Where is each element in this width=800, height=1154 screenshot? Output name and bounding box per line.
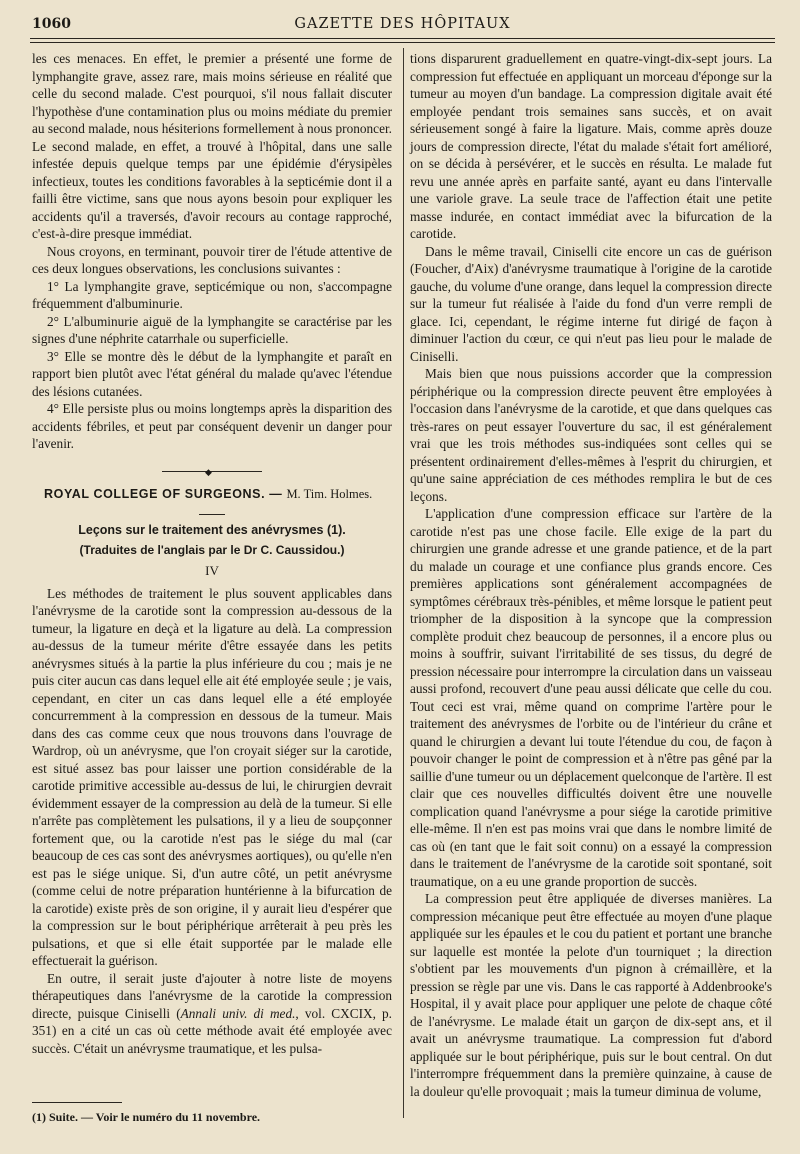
header-rule [30, 38, 775, 39]
conclusion-item: 1° La lymphangite grave, septicémique ou non, s'accompagne fréquemment d'albuminurie. [32, 278, 392, 311]
column-divider [403, 48, 404, 1118]
lecture-title: Leçons sur le traitement des anévrysmes (1). [78, 522, 346, 537]
citation-italic: Annali univ. di med. [180, 1005, 296, 1021]
divider-ornament-icon: ◆ [205, 466, 212, 477]
left-column [32, 50, 392, 1057]
section-heading [44, 487, 392, 502]
paragraph: tions disparurent graduellement en quatre-vingt-dix-sept jours. La compression fut effectuée en appliquant un morceau d'éponge sur la tumeur au moyen d'un bandage. La compression digitale avait été employée pendant trois semaines sans succès, et on avait sérieusement songé à faire la ligature. Mais, comme après douze jours de compression directe, l'état du malade s'était fort amélioré, on se décida à persévérer, et le succès en résulta. Le malade fut revu une année après en parfaite santé, ayant eu dans l'intervalle une variole grave. La seule trace de l'affection était une petite masse indurée, en contact immédiat avec la bifurcation de la carotide. [410, 51, 772, 241]
paragraph: les ces menaces. En effet, le premier a présenté une forme de lymphangite grave, assez rare, mais moins sérieuse en réalité que celle du second malade. C'est pourquoi, s'il nous fallait discuter l'hypothèse d'une contamination plus ou moins médiate du premier au second malade, nous hésiterions formellement à nous prononcer. Le second malade, en effet, a trouvé à l'hôpital, dans une salle infestée depuis quelque temps par une épidémie d'érysipèles infectieux, toutes les conditions favorables à la septicémie dont il a failli être victime, sans que nous ayons besoin pour expliquer les accidents qu'il a traversés, d'avoir recours au contage rapproché, c'est-à-dire presque immédiat. [32, 51, 392, 241]
paragraph-text: En outre, il serait juste d'ajouter à notre liste de moyens thérapeutiques dans l'anévrysme de la carotide la compression directe, puisque Ciniselli ( [32, 970, 392, 1021]
footnote-rule [32, 1102, 122, 1103]
journal-title: GAZETTE DES HÔPITAUX [294, 16, 511, 32]
conclusion-item: 4° Elle persiste plus ou moins longtemps après la disparition des accidents fébriles, et peut par conséquent devenir un danger pour l'avenir. [32, 401, 392, 451]
paragraph: La compression peut être appliquée de diverses manières. La compression mécanique peut être effectuée au moyen d'une plaque appliquée sur les épaules et le cou du patient et portant une branche sur laquelle est montée la pelote d'un tourniquet ; la direction s'obtient par les mouvements d'un pignon à crémaillère, et la pression se règle par une vis. Dans le cas rapporté à Addenbrooke's Hospital, il y avait place pour appliquer une pelote de chaque côté de l'anévrysme. Le malade était un garçon de dix-sept ans, et il avait un anévrysme traumatique. La compression fut d'abord appliquée sur le bout périphérique, puis sur le bout central. On dut l'interrompre fréquemment dans la première quinzaine, à cause de la douleur qu'elle provoquait ; mais la tumeur diminua de volume, [410, 891, 772, 1099]
section-heading-author: M. Tim. Holmes. [286, 486, 373, 501]
lecture-number: IV [205, 562, 219, 578]
paragraph: Nous croyons, en terminant, pouvoir tirer de l'étude attentive de ces deux longues observations, les conclusions suivantes : [32, 243, 392, 276]
translator-credit: (Traduites de l'anglais par le Dr C. Caussidou.) [79, 542, 345, 557]
paragraph [32, 970, 392, 1058]
footnote: (1) Suite. — Voir le numéro du 11 novembre. [32, 1110, 261, 1124]
right-column [410, 50, 772, 1100]
paragraph: Les méthodes de traitement le plus souvent applicables dans l'anévrysme de la carotide sont la compression au-dessous de la tumeur, la ligature en deçà et la ligature au delà. La compression au-dessus de la tumeur mérite d'être essayée dans les petits anévrysmes situés à la partie la plus inférieure du cou ; mais je ne puis citer aucun cas dans lequel elle ait été employée seule ; je vais, cependant, en citer un cas dans lequel elle a été employée concurremment à la compression en dessous de la tumeur. Mais dans des cas comme ceux que nous trouvons dans l'ouvrage de Wardrop, où un anévrysme, que l'on croyait siéger sur la carotide, est situé assez bas pour laisser une portion considérable de la carotide primitive accessible au-dessus de lui, le chirurgien devrait évidemment essayer de la compression au delà de la tumeur. Si elle n'arrête pas complètement les pulsations, il y a lieu de soupçonner fortement que, ou la carotide n'est pas le siége du mal (car beaucoup de ces cas sont des anévrysmes aortiques), ou qu'elle n'en est pas le siége unique. Si, d'un autre côté, un petit anévrysme (comme celui de notre préparation huntérienne à la bifurcation de la carotide) existe près de son origine, il y aurait lieu d'espérer que la compression sur le bout périphérique arrêterait à peu près les pulsations, et que si elle était supportée par le malade elle effectuerait la guérison. [32, 585, 392, 968]
page-number: 1060 [32, 16, 71, 32]
conclusion-item: 3° Elle se montre dès le début de la lymphangite et paraît en rapport bien plutôt avec l'état général du malade qu'avec l'étendue des lésions cutanées. [32, 348, 392, 399]
paragraph: Mais bien que nous puissions accorder que la compression périphérique ou la compression directe peuvent être employées à l'occasion dans l'anévrysme de la carotide, et que dans quelques cas très-rares on peut essayer l'ouverture du sac, il est généralement vrai que les trois méthodes sus-indiquées sont celles qui se présentent ordinairement d'elles-mêmes à l'esprit du chirurgien, et qu'une saine appréciation de ces méthodes remplira le but de ces leçons. [410, 366, 772, 504]
paragraph-text: , vol. CXCIX, p. 351) en a cité un cas où cette méthode avait été employée avec succès. C'était un anévrysme traumatique, et les pulsa- [32, 1005, 393, 1056]
conclusion-item: 2° L'albuminurie aiguë de la lymphangite se caractérise par les signes d'une néphrite catarrhale ou superficielle. [32, 313, 392, 346]
paragraph: L'application d'une compression efficace sur l'artère de la carotide n'est pas une chose facile. Elle exige de la part du chirurgien une grande adresse et une grande patience, et de la part du malade un courage et une confiance plus grands encore. Ces premières applications sont généralement accompagnées de symptômes cérébraux très-pénibles, et même lorsque le patient peut triompher de la disposition à la syncope que la compression complète produit chez beaucoup de personnes, il a encore plus ou moins à souffrir, suivant l'irritabilité de ses tissus, du degré de pression nécessaire pour interrompre la circulation dans un vaisseau aussi profond, recouvert d'une peau aussi délicate que celle du cou. Tout ceci est vrai, même quand on comprime l'artère pour le traitement des anévrysmes de l'orbite ou de l'intérieur du crâne et quand le chirurgien a devant lui toute l'étendue du cou, de façon à pouvoir changer le point de compression et à n'être pas gêné par la saillie d'une tumeur ou un déplacement quelconque de l'artère. Il est clair que ces nouvelles difficultés doivent être une nouvelle complication quand l'anévrysme a pour siége la carotide primitive elle-même. Il n'en est pas moins vrai que dans le nombre limité de cas où (en tant que le fait soit connu) on a essayé la compression dans le traitement de l'anévrysme de la carotide soit spontané, soit traumatique, on a eu une grande proportion de succès. [410, 506, 772, 889]
page-header [30, 14, 775, 36]
header-rule-thin [30, 42, 775, 43]
paragraph: Dans le même travail, Ciniselli cite encore un cas de guérison (Foucher, d'Aix) d'anévrysme traumatique à l'origine de la carotide gauche, du volume d'une orange, dans lequel la compression directe sur la tumeur fut réalisée à l'aide du fond d'un verre rempli de glace. Ici, cependant, le régime interne fut dirigé de façon à diminuer l'action du cœur, ce qui n'eut pas lieu pour le malade de Ciniselli. [410, 243, 772, 364]
section-heading-title: ROYAL COLLEGE OF SURGEONS. — [44, 486, 287, 501]
short-rule [199, 514, 225, 515]
section-divider [32, 467, 392, 477]
divider-line [162, 471, 262, 472]
